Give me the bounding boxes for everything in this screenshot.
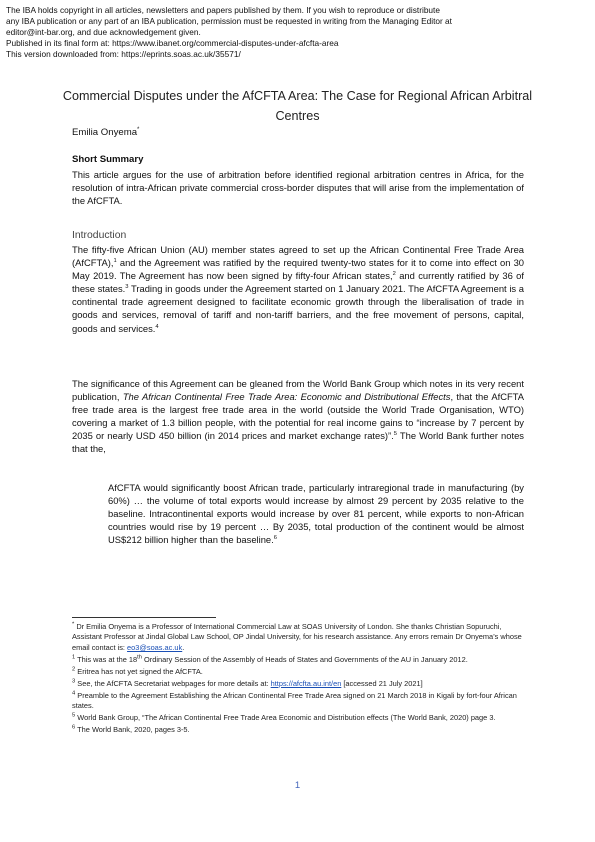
text-run: The fifty-five African Union (AU) member states agreed to set up the African Continental Free Trade Area (AfCFTA),: [72, 244, 524, 269]
notice-line: editor@int-bar.org, and due acknowledgement given.: [6, 27, 201, 37]
text-run: This was at the 18: [75, 654, 138, 664]
publication-title: The African Continental Free Trade Area: Economic and Distributional Effects: [122, 391, 451, 403]
footnote-mark: 5: [72, 712, 76, 719]
quote-text: AfCFTA would significantly boost African trade, particularly intraregional trade in manufacturing (by 60%) … the volume of total exports would increase by almost 29 percent by 2035 relative to the baseline. Intracontinental exports would increase by over 81 percent, while exports to non-African countries would rise by 19 percent … By 2035, total production of the continent would be almost US$212 billion higher than the baseline.: [108, 482, 524, 546]
paper-title: Commercial Disputes under the AfCFTA Area: The Case for Regional African Arbitral Centres: [62, 89, 533, 123]
notice-line: any IBA publication or any part of an IBA publication, permission must be requested in writing from the Managing Editor at: [6, 16, 452, 26]
footnote-6: [72, 725, 524, 735]
text-run: The World Bank further notes that the,: [72, 430, 524, 455]
author: [72, 127, 139, 138]
footnote-mark: 4: [72, 690, 76, 697]
footnote-divider: [72, 617, 216, 618]
author-name: Emilia Onyema: [72, 127, 138, 138]
text-run: .: [182, 642, 185, 652]
footnote-mark: *: [72, 621, 75, 628]
text-run: The World Bank, 2020, pages 3-5.: [75, 725, 190, 735]
intro-paragraph-1: [72, 243, 524, 335]
footnote-ref[interactable]: 6: [273, 535, 277, 542]
ordinal-suffix: th: [137, 654, 142, 661]
text-run: The significance of this Agreement can be gleaned from the World Bank Group which notes in its very recent publication,: [72, 378, 524, 403]
text-run: Preamble to the Agreement Establishing the African Continental Free Trade Area signed on 21 March 2018 in Kigali by fort-four African states.: [72, 690, 517, 711]
text-run: Dr Emilia Onyema is a Professor of International Commercial Law at SOAS University of London. She thanks Christian Sopuruchi, Assistant Professor at Jindal Global Law School, OP Jindal University, for his research assistance. Any errors remain Dr Onyema’s whose email contact is:: [72, 622, 522, 652]
text-run: Ordinary Session of the Assembly of Heads of States and Governments of the AU in January 2012.: [141, 654, 468, 664]
footnote-ref[interactable]: 1: [113, 257, 117, 264]
footnote-ref[interactable]: 4: [155, 323, 159, 330]
footnote-ref[interactable]: 5: [393, 431, 397, 438]
text-run: [accessed 21 July 2021]: [341, 678, 423, 688]
footnote-1: [72, 655, 524, 665]
intro-paragraph-2: [72, 377, 524, 456]
footnote-5: [72, 713, 524, 723]
footnote-2: [72, 667, 524, 677]
footnote-mark: 2: [72, 666, 76, 673]
text-run: Eritrea has not yet signed the AfCFTA.: [75, 666, 203, 676]
footnote-mark: 6: [72, 724, 76, 731]
footnote-3: [72, 679, 524, 689]
block-quote: [108, 481, 524, 546]
footnote-ref[interactable]: 3: [125, 284, 129, 291]
footnote-mark: 3: [72, 678, 76, 685]
footnote-ref[interactable]: 2: [392, 271, 396, 278]
footnote-author: [72, 622, 524, 653]
notice-line: The IBA holds copyright in all articles, newsletters and papers published by them. If you wish to reproduce or distribute: [6, 5, 440, 15]
copyright-notice: [6, 5, 586, 60]
text-run: and the Agreement was ratified by the required twenty-two states for it to come into effect on 30 May 2019. The Agreement has now been signed by fifty-four African states,: [72, 257, 524, 282]
notice-line: Published in its final form at: https://www.ibanet.org/commercial-disputes-under-afcfta-area: [6, 38, 339, 48]
text-run: Trading in goods under the Agreement started on 1 January 2021. The AfCFTA Agreement is a continental trade agreement designed to facilitate economic growth through the liberalisation of trade in goods and services, removal of tariff and non-tariff barriers, and the free movement of persons, capital, goods and services.: [72, 283, 524, 334]
footnote-4: [72, 691, 524, 712]
summary-heading: Short Summary: [72, 154, 144, 165]
notice-line: This version downloaded from: https://eprints.soas.ac.uk/35571/: [6, 49, 241, 59]
text-run: and currently ratified by 36 of these states.: [72, 270, 524, 295]
author-footnote-mark: *: [137, 126, 140, 133]
footnotes: [72, 622, 524, 737]
footnote-mark: 1: [72, 654, 76, 661]
email-link[interactable]: eo3@soas.ac.uk: [127, 642, 183, 652]
afcfta-link[interactable]: https://afcfta.au.int/en: [270, 678, 342, 688]
text-run: World Bank Group, “The African Continental Free Trade Area Economic and Distribution effects (The World Bank, 2020) page 3.: [75, 713, 496, 723]
summary-text: [72, 168, 524, 207]
summary-paragraph: This article argues for the use of arbitration before identified regional arbitration centres in Africa, for the resolution of intra-African private commercial cross-border disputes that will arise from the implementation of the AfCFTA.: [72, 169, 524, 207]
intro-heading: Introduction: [72, 230, 127, 241]
text-run: See, the AfCFTA Secretariat webpages for more details at:: [75, 678, 271, 688]
text-run: , that the AfCFTA free trade area is the largest free trade area in the world (outside the World Trade Organisation, WTO) covering a market of 1.3 billion people, with the potential for real income gains to “increase by 7 percent by 2035 or nearly USD 450 billion (in 2014 prices and market exchange rates)”.: [72, 391, 524, 442]
page-number: 1: [294, 780, 301, 791]
